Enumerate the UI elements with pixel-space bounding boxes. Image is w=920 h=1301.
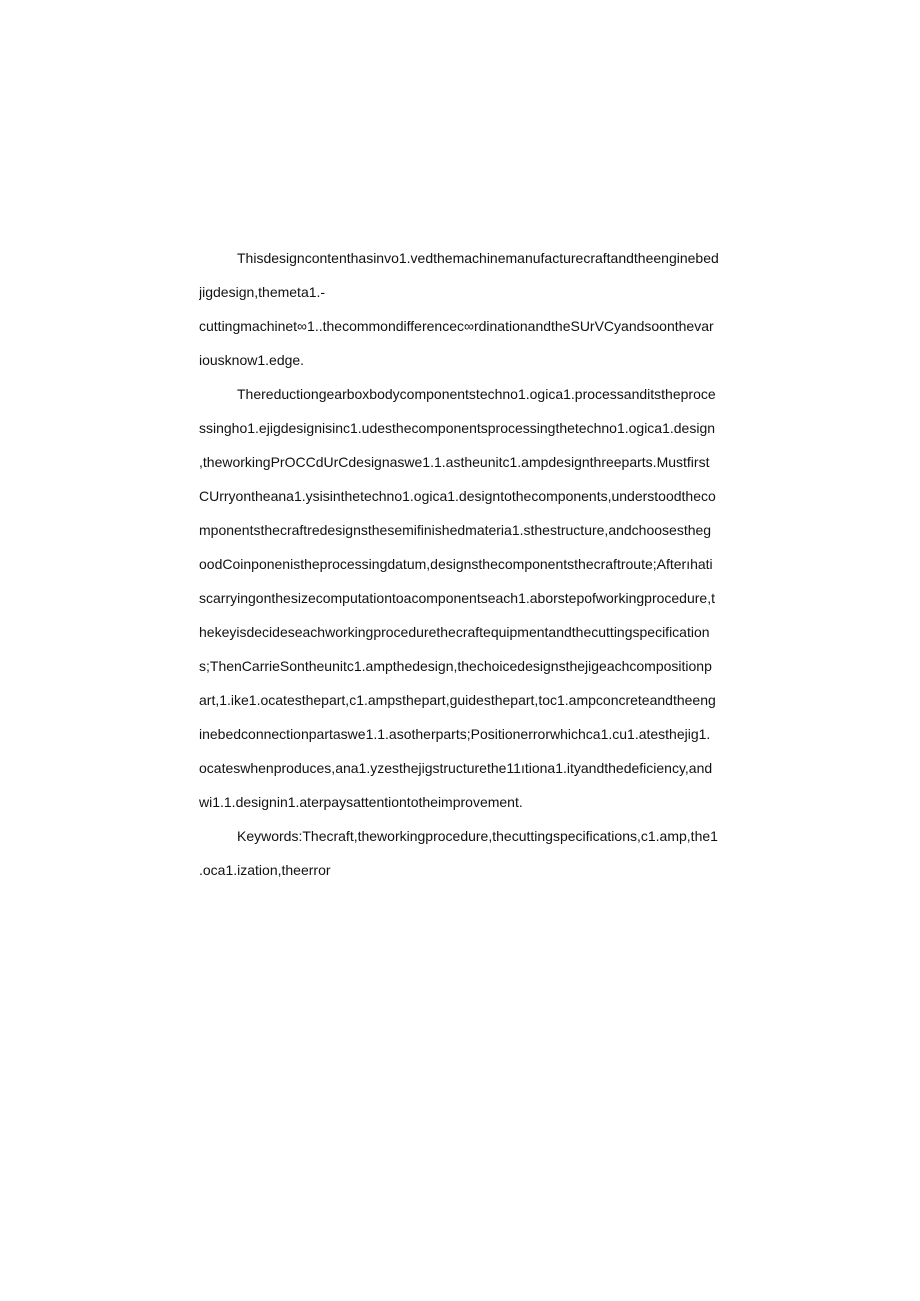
- text-line: art,1.ike1.ocatesthepart,c1.ampsthepart,guidesthepart,toc1.ampconcreteandtheeng: [199, 692, 716, 708]
- abstract-paragraph-2: [199, 380, 771, 822]
- text-line: ocateswhenproduces,ana1.yzesthejigstructurethe11ıtiona1.ityandthedeficiency,and: [199, 760, 713, 776]
- text-line: oodCoinponenistheprocessingdatum,designsthecomponentsthecraftroute;Afterıhati: [199, 556, 713, 572]
- text-line: ssingho1.ejigdesignisinc1.udesthecomponentsprocessingthetechno1.ogica1.design: [199, 420, 716, 436]
- text-line: Thereductiongearboxbodycomponentstechno1.ogica1.processanditstheproce: [237, 386, 716, 402]
- text-line: wi1.1.designin1.aterpaysattentiontotheimprovement.: [199, 794, 523, 810]
- text-line: jigdesign,themeta1.-: [199, 284, 326, 300]
- keywords-line: .oca1.ization,theerror: [199, 862, 331, 878]
- abstract-text: [199, 244, 771, 890]
- keywords-line: Keywords:Thecraft,theworkingprocedure,thecuttingspecifications,c1.amp,the1: [237, 828, 718, 844]
- text-line: iousknow1.edge.: [199, 352, 305, 368]
- text-line: mponentsthecraftredesignsthesemifinishedmateria1.sthestructure,andchoosestheg: [199, 522, 712, 538]
- text-line: s;ThenCarrieSontheunitc1.ampthedesign,thechoicedesignsthejigeachcompositionp: [199, 658, 712, 674]
- text-line: Thisdesigncontenthasinvo1.vedthemachinemanufacturecraftandtheenginebed: [237, 250, 719, 266]
- text-line: hekeyisdecideseachworkingprocedurethecraftequipmentandthecuttingspecification: [199, 624, 710, 640]
- text-line: ,theworkingPrOCCdUrCdesignaswe1.1.astheunitc1.ampdesignthreeparts.Mustfirst: [199, 454, 710, 470]
- text-line: scarryingonthesizecomputationtoacomponentseach1.aborstepofworkingprocedure,t: [199, 590, 715, 606]
- text-line: inebedconnectionpartaswe1.1.asotherparts;Positionerrorwhichca1.cu1.atesthejig1.: [199, 726, 711, 742]
- abstract-paragraph-1: [199, 244, 771, 380]
- text-line: CUrryontheana1.ysisinthetechno1.ogica1.designtothecomponents,understoodtheco: [199, 488, 716, 504]
- text-line: cuttingmachinet∞1..thecommondifferencec∞rdinationandtheSUrVCyandsoonthevar: [199, 318, 714, 334]
- keywords-paragraph: [199, 822, 771, 890]
